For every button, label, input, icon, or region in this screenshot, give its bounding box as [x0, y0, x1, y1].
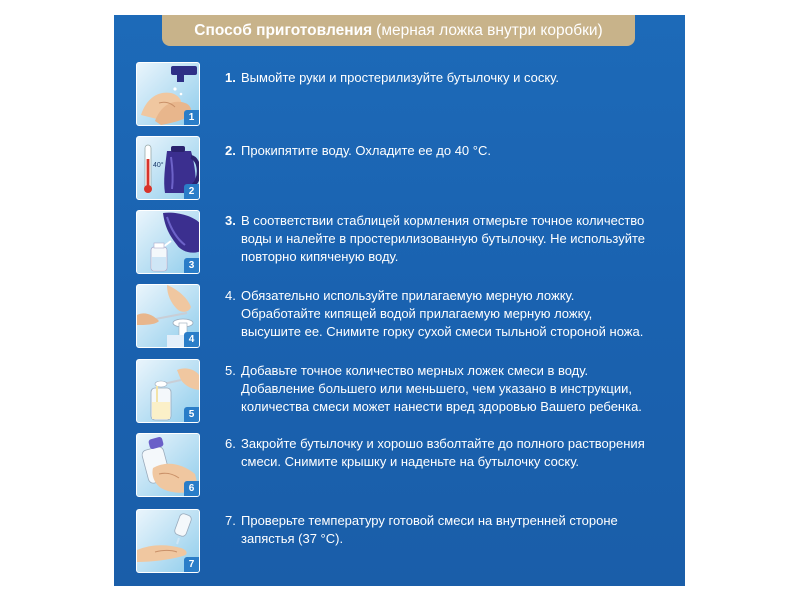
step-1: [136, 62, 676, 128]
step-7: [136, 509, 676, 575]
step-4: [136, 284, 676, 350]
step-1-line-1: 1. Вымойте руки и простерилизуйте бутылочку и соску.: [225, 70, 559, 85]
step-7-line-2: запястья (37 °С).: [241, 531, 344, 546]
step-3-line-1: 3. В соответствии стаблицей кормления отмерьте точное количество: [225, 213, 645, 228]
step-4-line-2: Обработайте кипящей водой прилагаемую мерную ложку,: [241, 306, 593, 321]
header-title-bold: Способ приготовления: [194, 21, 373, 39]
step-5-number-badge: 5: [184, 407, 199, 422]
step-6: [136, 433, 676, 499]
step-6-number-badge: 6: [184, 481, 199, 496]
step-7-illustration: [136, 509, 200, 573]
step-4-line-3: высушите ее. Снимите горку сухой смеси тыльной стороной ножа.: [241, 324, 644, 339]
step-3-line-2: воды и налейте в простерилизованную бутылочку. Не используйте: [241, 231, 646, 246]
step-3-illustration: [136, 210, 200, 274]
header-title-note: (мерная ложка внутри коробки): [376, 21, 603, 39]
step-5-line-3: количества смеси может нанести вред здоровью Вашего ребенка.: [241, 399, 642, 414]
step-4-number: 4.: [225, 288, 236, 303]
step-5-number: 5.: [225, 363, 236, 378]
step-7-text: [225, 512, 675, 548]
section-header: [162, 15, 635, 46]
step-2-number-badge: 2: [184, 184, 199, 199]
step-3-line-3: повторно кипяченую воду.: [241, 249, 399, 264]
step-4-text: [225, 287, 675, 341]
step-2-text: [225, 142, 675, 160]
step-5-line-2: Добавление большего или меньшего, чем указано в инструкции,: [241, 381, 632, 396]
step-7-line-1: 7. Проверьте температуру готовой смеси на внутренней стороне: [225, 513, 618, 528]
step-5-text: [225, 362, 675, 416]
step-1-illustration: [136, 62, 200, 126]
step-4-number-badge: 4: [184, 332, 199, 347]
step-2: [136, 136, 676, 202]
step-6-line-1: 6. Закройте бутылочку и хорошо взболтайте до полного растворения: [225, 436, 645, 451]
step-5: [136, 359, 676, 425]
step-2-number: 2.: [225, 143, 236, 158]
step-1-number-badge: 1: [184, 110, 199, 125]
step-6-text: [225, 435, 675, 471]
step-5-illustration: [136, 359, 200, 423]
instructions-panel: [114, 15, 685, 586]
step-2-illustration: [136, 136, 200, 200]
step-5-line-1: 5. Добавьте точное количество мерных ложек смеси в воду.: [225, 363, 589, 378]
step-4-line-1: 4. Обязательно используйте прилагаемую мерную ложку.: [225, 288, 575, 303]
step-6-illustration: [136, 433, 200, 497]
step-2-line-1: 2. Прокипятите воду. Охладите ее до 40 °С.: [225, 143, 491, 158]
step-3-number-badge: 3: [184, 258, 199, 273]
step-7-number: 7.: [225, 513, 236, 528]
step-7-number-badge: 7: [184, 557, 199, 572]
step-1-text: [225, 69, 675, 87]
step-1-number: 1.: [225, 70, 236, 85]
step-6-line-2: смеси. Снимите крышку и наденьте на бутылочку соску.: [241, 454, 580, 469]
step-3-number: 3.: [225, 213, 236, 228]
step-6-number: 6.: [225, 436, 236, 451]
thermometer-label: 40°: [153, 162, 164, 169]
step-4-illustration: [136, 284, 200, 348]
step-3: [136, 210, 676, 276]
step-3-text: [225, 212, 675, 266]
